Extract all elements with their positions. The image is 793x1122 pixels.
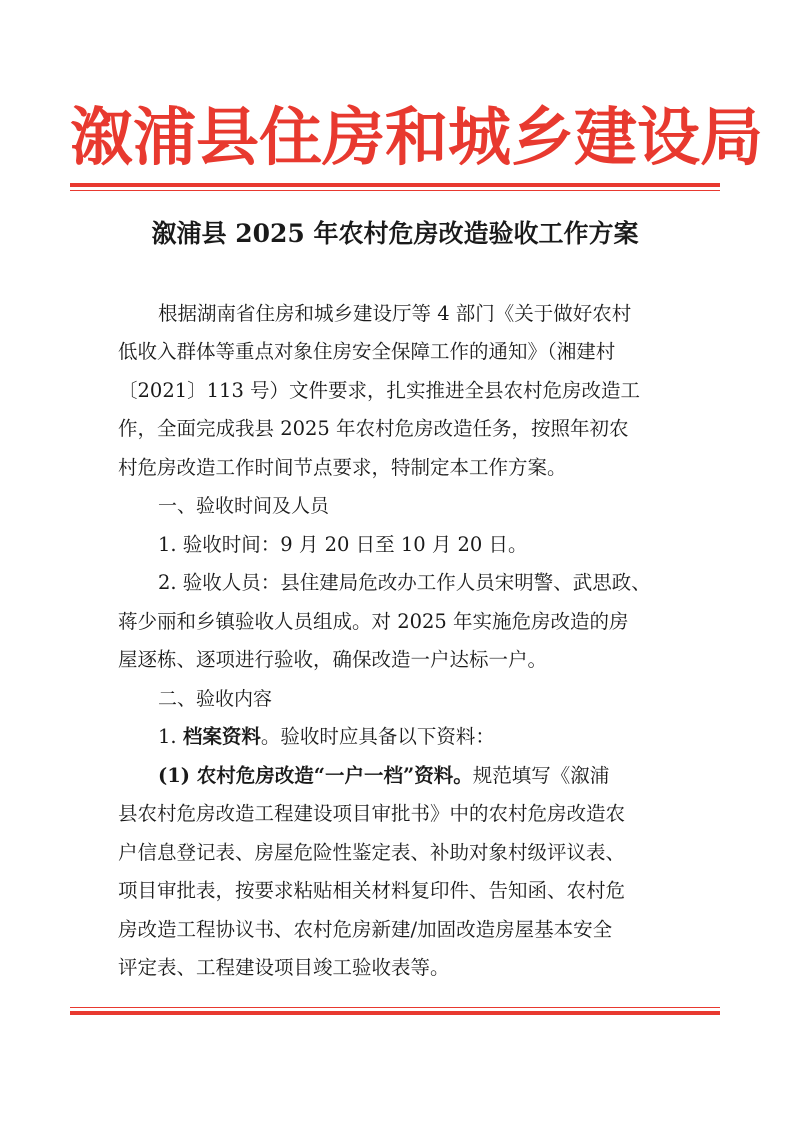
paragraph-line: 1. 验收时间：9 月 20 日至 10 月 20 日。 <box>158 533 528 556</box>
paragraph-line: 房改造工程协议书、农村危房新建/加固改造房屋基本安全 <box>118 918 613 941</box>
item-text: 规范填写《溆浦 <box>472 764 610 787</box>
document-title: 溆浦县 2025 年农村危房改造验收工作方案 <box>151 219 639 248</box>
paragraph-line: 低收入群体等重点对象住房安全保障工作的通知》（湘建村 <box>118 340 616 363</box>
paragraph-line: 根据湖南省住房和城乡建设厅等 4 部门《关于做好农村 <box>158 302 632 325</box>
paragraph-line: 户信息登记表、房屋危险性鉴定表、补助对象村级评议表、 <box>118 841 626 864</box>
letterhead-divider-thin <box>70 190 720 191</box>
bold-term: (1) 农村危房改造“一户一档”资料。 <box>158 764 473 787</box>
org-letterhead-title: 溆浦县住房和城乡建设局 <box>70 101 763 174</box>
paragraph-line: 村危房改造工作时间节点要求，特制定本工作方案。 <box>118 456 567 479</box>
paragraph-line: 蒋少丽和乡镇验收人员组成。对 2025 年实施危房改造的房 <box>118 610 629 633</box>
paragraph-line: 作，全面完成我县 2025 年农村危房改造任务，按照年初农 <box>118 417 629 440</box>
paragraph-line: 评定表、工程建设项目竣工验收表等。 <box>118 956 450 979</box>
paragraph-line: 屋逐栋、逐项进行验收，确保改造一户达标一户。 <box>118 648 548 671</box>
paragraph-line: 县农村危房改造工程建设项目审批书》中的农村危房改造农 <box>118 802 626 825</box>
paragraph-line: 项目审批表，按要求粘贴相关材料复印件、告知函、农村危 <box>118 879 626 902</box>
paragraph-line: 2. 验收人员：县住建局危改办工作人员宋明警、武思政、 <box>158 571 651 594</box>
section-heading-2: 二、验收内容 <box>158 688 273 710</box>
item-text: 。验收时应具备以下资料： <box>260 725 495 748</box>
section-heading-1: 一、验收时间及人员 <box>158 495 330 517</box>
item-number: 1. <box>158 725 183 748</box>
paragraph-line: 〔2021〕113 号）文件要求，扎实推进全县农村危房改造工 <box>118 379 641 402</box>
footer-divider-thick <box>70 1011 720 1015</box>
footer-divider-thin <box>70 1007 720 1008</box>
bold-term: 档案资料 <box>182 725 261 748</box>
letterhead-divider-thick <box>70 183 720 187</box>
paragraph-line <box>118 719 678 755</box>
paragraph-line <box>118 758 678 794</box>
